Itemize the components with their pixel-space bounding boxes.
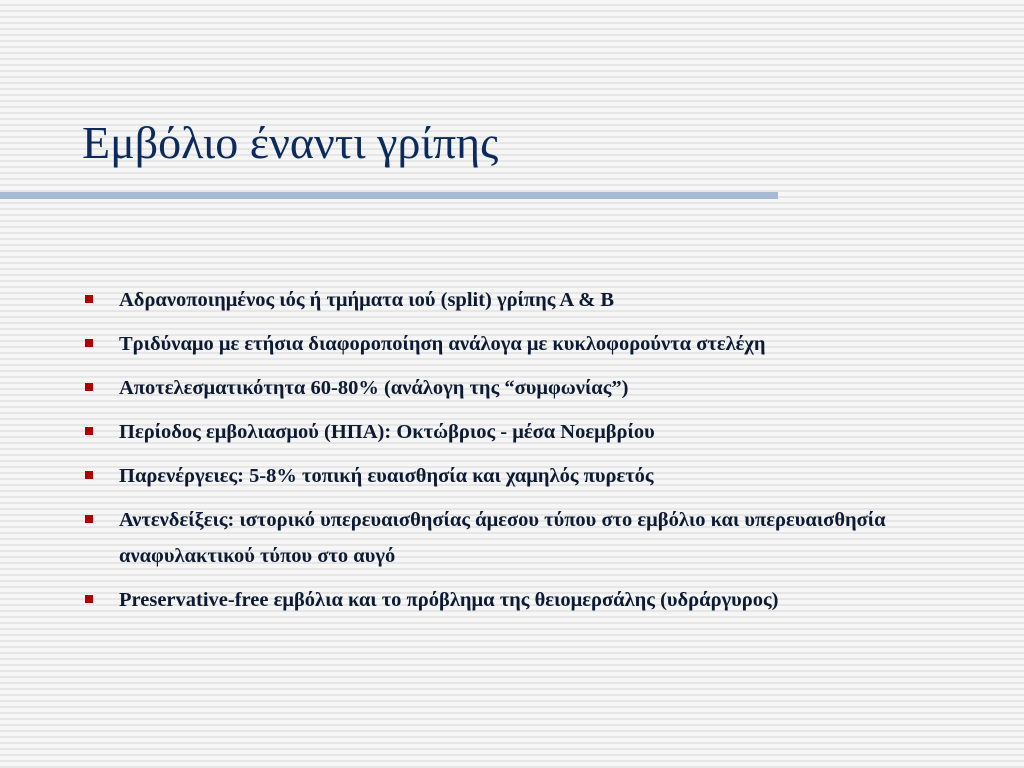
square-bullet-icon [85,595,93,603]
bullet-text: Τριδύναμο με ετήσια διαφοροποίηση ανάλογα με κυκλοφορούντα στελέχη [119,333,766,355]
bullet-text: Παρενέργειες: 5-8% τοπική ευαισθησία και χαμηλός πυρετός [119,465,654,487]
list-item [82,582,982,618]
bullet-text: Περίοδος εμβολιασμού (ΗΠΑ): Οκτώβριος - μέσα Νοεμβρίου [119,421,655,443]
square-bullet-icon [85,427,93,435]
list-item [82,282,982,318]
list-item [82,458,982,494]
bullet-text: Αποτελεσματικότητα 60-80% (ανάλογη της “συμφωνίας”) [119,377,629,399]
square-bullet-icon [85,471,93,479]
bullet-text: Preservative-free εμβόλια και το πρόβλημα της θειομερσάλης (υδράργυρος) [119,589,779,611]
bullet-list [82,282,982,626]
square-bullet-icon [85,383,93,391]
square-bullet-icon [85,339,93,347]
list-item [82,414,982,450]
list-item [82,370,982,406]
slide-title: Εμβόλιο έναντι γρίπης [82,117,499,168]
square-bullet-icon [85,515,93,523]
bullet-text: Αντενδείξεις: ιστορικό υπερευαισθησίας άμεσου τύπου στο εμβόλιο και υπερευαισθησία αναφυλακτικού τύπου στο αυγό [119,509,886,567]
list-item [82,502,982,574]
square-bullet-icon [85,295,93,303]
list-item [82,326,982,362]
title-divider [0,192,778,199]
bullet-text: Αδρανοποιημένος ιός ή τμήματα ιού (split) γρίπης Α & Β [119,289,615,311]
